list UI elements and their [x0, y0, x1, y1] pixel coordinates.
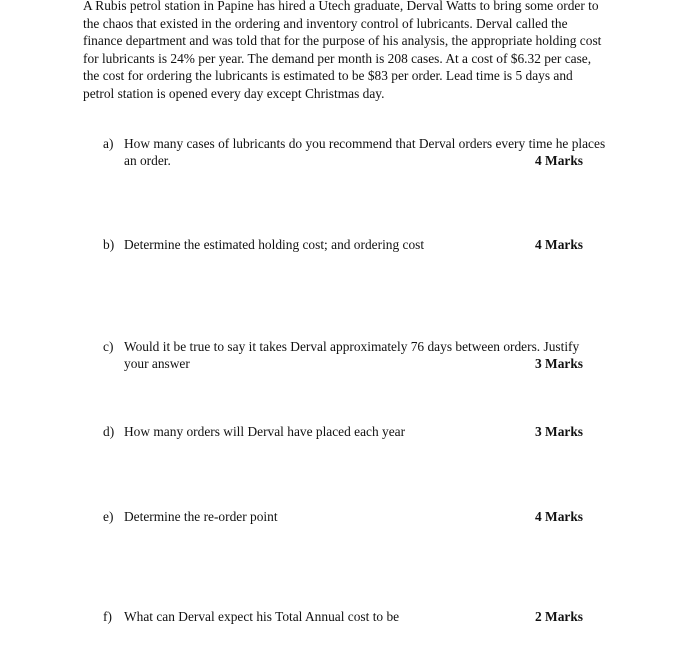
problem-line: the cost for ordering the lubricants is estimated to be $83 per order. Lead time is 5 days and: [83, 68, 573, 84]
question-text: Determine the re-order point: [124, 509, 278, 524]
problem-line: A Rubis petrol station in Papine has hired a Utech graduate, Derval Watts to bring some order to: [83, 0, 599, 13]
marks-badge: 3 Marks: [535, 424, 583, 439]
question-text: How many cases of lubricants do you recommend that Derval orders every time he places: [124, 136, 606, 151]
problem-line: finance department and was told that for the purpose of his analysis, the appropriate holding cost: [83, 33, 602, 49]
question-label: c): [103, 339, 114, 354]
problem-line: petrol station is opened every day except Christmas day.: [83, 85, 385, 101]
question-text: Determine the estimated holding cost; and ordering cost: [124, 237, 425, 252]
question-label: d): [103, 424, 115, 439]
problem-line: for lubricants is 24% per year. The demand per month is 208 cases. At a cost of $6.32 per case,: [83, 50, 592, 66]
question-label: b): [103, 237, 115, 252]
question-text: Would it be true to say it takes Derval approximately 76 days between orders. Justify: [124, 339, 580, 354]
question-text: How many orders will Derval have placed each year: [124, 424, 406, 439]
question-label: f): [103, 609, 112, 624]
question-text: What can Derval expect his Total Annual cost to be: [124, 609, 400, 624]
marks-badge: 4 Marks: [535, 153, 583, 168]
marks-badge: 4 Marks: [535, 509, 583, 524]
marks-badge: 3 Marks: [535, 356, 583, 371]
question-label: a): [103, 136, 114, 151]
question-label: e): [103, 509, 114, 524]
question-text-continued: your answer: [124, 356, 190, 371]
marks-badge: 2 Marks: [535, 609, 583, 624]
problem-line: the chaos that existed in the ordering and inventory control of lubricants. Derval called the: [83, 15, 568, 31]
problem-statement: [83, 0, 623, 103]
marks-badge: 4 Marks: [535, 237, 583, 252]
question-text-continued: an order.: [124, 153, 171, 168]
